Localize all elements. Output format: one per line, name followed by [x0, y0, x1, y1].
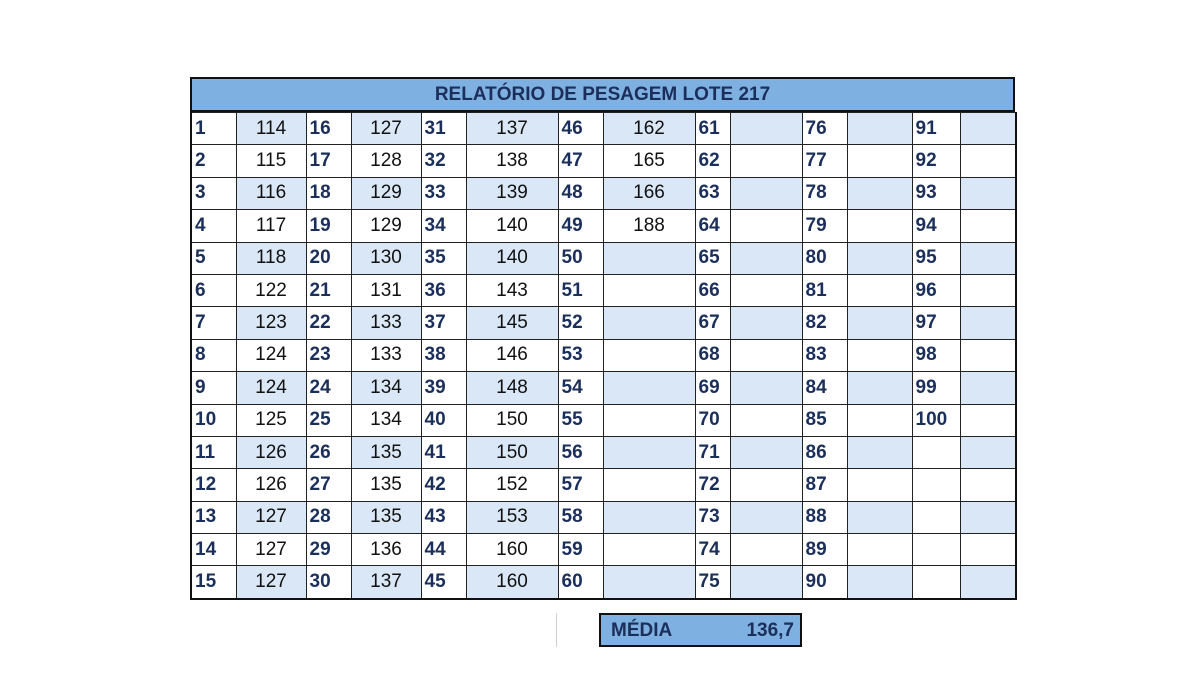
- weight-cell: 126: [236, 469, 306, 501]
- animal-number-cell: 61: [695, 113, 730, 145]
- weight-cell: 133: [351, 339, 421, 371]
- weight-cell: [960, 210, 1016, 242]
- animal-number-cell: 68: [695, 339, 730, 371]
- animal-number-cell: 32: [421, 145, 466, 177]
- animal-number-cell: 60: [558, 566, 603, 599]
- weight-cell: 131: [351, 274, 421, 306]
- table-row: [191, 501, 1016, 533]
- weight-cell: [730, 501, 802, 533]
- average-label: MÉDIA: [611, 620, 673, 641]
- weight-cell: 145: [466, 307, 558, 339]
- weight-cell: 140: [466, 242, 558, 274]
- weight-cell: [603, 469, 695, 501]
- animal-number-cell: 47: [558, 145, 603, 177]
- animal-number-cell: 51: [558, 274, 603, 306]
- weight-cell: [847, 501, 912, 533]
- average-box: [599, 613, 802, 647]
- animal-number-cell: 98: [912, 339, 960, 371]
- weight-cell: 188: [603, 210, 695, 242]
- weights-table: [190, 112, 1017, 600]
- animal-number-cell: 93: [912, 177, 960, 209]
- weight-cell: 127: [236, 501, 306, 533]
- animal-number-cell: 8: [191, 339, 236, 371]
- weight-cell: 135: [351, 469, 421, 501]
- weight-cell: 133: [351, 307, 421, 339]
- weight-cell: 137: [466, 113, 558, 145]
- animal-number-cell: 59: [558, 534, 603, 566]
- animal-number-cell: 33: [421, 177, 466, 209]
- weight-cell: [603, 242, 695, 274]
- weight-cell: 122: [236, 274, 306, 306]
- animal-number-cell: 82: [802, 307, 847, 339]
- animal-number-cell: 92: [912, 145, 960, 177]
- weight-cell: 139: [466, 177, 558, 209]
- weight-cell: 126: [236, 436, 306, 468]
- average-value: 136,7: [746, 620, 794, 641]
- animal-number-cell: 6: [191, 274, 236, 306]
- weight-cell: 134: [351, 372, 421, 404]
- animal-number-cell: 72: [695, 469, 730, 501]
- animal-number-cell: 96: [912, 274, 960, 306]
- weight-cell: [730, 339, 802, 371]
- weight-cell: [960, 113, 1016, 145]
- animal-number-cell: 13: [191, 501, 236, 533]
- weight-cell: 162: [603, 113, 695, 145]
- weight-cell: [847, 177, 912, 209]
- weight-cell: 116: [236, 177, 306, 209]
- animal-number-cell: 70: [695, 404, 730, 436]
- table-row: [191, 436, 1016, 468]
- weight-cell: [847, 145, 912, 177]
- weight-cell: [960, 307, 1016, 339]
- animal-number-cell: 3: [191, 177, 236, 209]
- weight-cell: [960, 242, 1016, 274]
- weight-cell: [847, 404, 912, 436]
- table-row: [191, 339, 1016, 371]
- animal-number-cell: 74: [695, 534, 730, 566]
- animal-number-cell: 49: [558, 210, 603, 242]
- weight-cell: [730, 177, 802, 209]
- animal-number-cell: 27: [306, 469, 351, 501]
- animal-number-cell: 48: [558, 177, 603, 209]
- animal-number-cell: 85: [802, 404, 847, 436]
- weight-cell: [960, 372, 1016, 404]
- animal-number-cell: 24: [306, 372, 351, 404]
- animal-number-cell: 84: [802, 372, 847, 404]
- animal-number-cell: 77: [802, 145, 847, 177]
- table-row: [191, 404, 1016, 436]
- weight-cell: [847, 113, 912, 145]
- weight-cell: 124: [236, 372, 306, 404]
- weight-cell: 160: [466, 566, 558, 599]
- animal-number-cell: 44: [421, 534, 466, 566]
- animal-number-cell: 1: [191, 113, 236, 145]
- table-row: [191, 469, 1016, 501]
- animal-number-cell: 90: [802, 566, 847, 599]
- weight-cell: [960, 436, 1016, 468]
- animal-number-cell: 63: [695, 177, 730, 209]
- gridline: [556, 613, 557, 647]
- animal-number-cell: 11: [191, 436, 236, 468]
- animal-number-cell: 23: [306, 339, 351, 371]
- weight-cell: 137: [351, 566, 421, 599]
- weight-cell: [847, 372, 912, 404]
- animal-number-cell: 35: [421, 242, 466, 274]
- animal-number-cell: 78: [802, 177, 847, 209]
- animal-number-cell: 29: [306, 534, 351, 566]
- animal-number-cell: 97: [912, 307, 960, 339]
- animal-number-cell: 54: [558, 372, 603, 404]
- weight-cell: [730, 113, 802, 145]
- animal-number-cell: 10: [191, 404, 236, 436]
- weight-cell: [960, 404, 1016, 436]
- animal-number-cell: 12: [191, 469, 236, 501]
- animal-number-cell: 4: [191, 210, 236, 242]
- animal-number-cell: 37: [421, 307, 466, 339]
- animal-number-cell: 41: [421, 436, 466, 468]
- report-title: RELATÓRIO DE PESAGEM LOTE 217: [190, 77, 1015, 112]
- table-row: [191, 242, 1016, 274]
- animal-number-cell: 52: [558, 307, 603, 339]
- weight-cell: [603, 501, 695, 533]
- weight-cell: [847, 534, 912, 566]
- table-row: [191, 145, 1016, 177]
- animal-number-cell: 86: [802, 436, 847, 468]
- animal-number-cell: 95: [912, 242, 960, 274]
- weight-cell: [960, 145, 1016, 177]
- animal-number-cell: 36: [421, 274, 466, 306]
- weight-cell: [730, 436, 802, 468]
- weight-cell: 127: [351, 113, 421, 145]
- weight-cell: 140: [466, 210, 558, 242]
- weight-cell: 128: [351, 145, 421, 177]
- weights-table-body: [191, 113, 1016, 599]
- animal-number-cell: 64: [695, 210, 730, 242]
- weighing-report-sheet: [190, 77, 1015, 600]
- animal-number-cell: 53: [558, 339, 603, 371]
- weight-cell: 123: [236, 307, 306, 339]
- animal-number-cell: 43: [421, 501, 466, 533]
- weight-cell: [847, 242, 912, 274]
- table-row: [191, 177, 1016, 209]
- weight-cell: 114: [236, 113, 306, 145]
- animal-number-cell: 7: [191, 307, 236, 339]
- weight-cell: 127: [236, 534, 306, 566]
- weight-cell: 135: [351, 436, 421, 468]
- weight-cell: [960, 501, 1016, 533]
- animal-number-cell: 26: [306, 436, 351, 468]
- weight-cell: 124: [236, 339, 306, 371]
- weight-cell: [960, 566, 1016, 599]
- weight-cell: [730, 307, 802, 339]
- animal-number-cell: [912, 566, 960, 599]
- weight-cell: [960, 177, 1016, 209]
- animal-number-cell: 62: [695, 145, 730, 177]
- table-row: [191, 274, 1016, 306]
- animal-number-cell: 19: [306, 210, 351, 242]
- weight-cell: [847, 307, 912, 339]
- weight-cell: 143: [466, 274, 558, 306]
- table-row: [191, 566, 1016, 599]
- animal-number-cell: 94: [912, 210, 960, 242]
- weight-cell: [730, 274, 802, 306]
- animal-number-cell: 46: [558, 113, 603, 145]
- weight-cell: 129: [351, 177, 421, 209]
- weight-cell: 115: [236, 145, 306, 177]
- animal-number-cell: 17: [306, 145, 351, 177]
- weight-cell: [960, 469, 1016, 501]
- animal-number-cell: 58: [558, 501, 603, 533]
- animal-number-cell: 25: [306, 404, 351, 436]
- weight-cell: 165: [603, 145, 695, 177]
- animal-number-cell: 30: [306, 566, 351, 599]
- animal-number-cell: 99: [912, 372, 960, 404]
- weight-cell: 134: [351, 404, 421, 436]
- animal-number-cell: 55: [558, 404, 603, 436]
- animal-number-cell: 5: [191, 242, 236, 274]
- table-row: [191, 113, 1016, 145]
- animal-number-cell: 65: [695, 242, 730, 274]
- weight-cell: 148: [466, 372, 558, 404]
- animal-number-cell: 38: [421, 339, 466, 371]
- weight-cell: [960, 274, 1016, 306]
- weight-cell: 166: [603, 177, 695, 209]
- weight-cell: [847, 566, 912, 599]
- weight-cell: [730, 210, 802, 242]
- weight-cell: [847, 436, 912, 468]
- animal-number-cell: [912, 469, 960, 501]
- weight-cell: 138: [466, 145, 558, 177]
- animal-number-cell: 9: [191, 372, 236, 404]
- weight-cell: 150: [466, 404, 558, 436]
- animal-number-cell: [912, 501, 960, 533]
- animal-number-cell: 76: [802, 113, 847, 145]
- animal-number-cell: 71: [695, 436, 730, 468]
- weight-cell: [847, 339, 912, 371]
- weight-cell: [847, 210, 912, 242]
- animal-number-cell: [912, 436, 960, 468]
- weight-cell: 160: [466, 534, 558, 566]
- animal-number-cell: 42: [421, 469, 466, 501]
- weight-cell: [603, 534, 695, 566]
- animal-number-cell: 18: [306, 177, 351, 209]
- weight-cell: [603, 339, 695, 371]
- table-row: [191, 372, 1016, 404]
- weight-cell: 117: [236, 210, 306, 242]
- animal-number-cell: 22: [306, 307, 351, 339]
- animal-number-cell: 50: [558, 242, 603, 274]
- animal-number-cell: [912, 534, 960, 566]
- weight-cell: 135: [351, 501, 421, 533]
- animal-number-cell: 40: [421, 404, 466, 436]
- weight-cell: 118: [236, 242, 306, 274]
- animal-number-cell: 20: [306, 242, 351, 274]
- weight-cell: [603, 436, 695, 468]
- animal-number-cell: 81: [802, 274, 847, 306]
- weight-cell: [603, 566, 695, 599]
- animal-number-cell: 79: [802, 210, 847, 242]
- animal-number-cell: 80: [802, 242, 847, 274]
- animal-number-cell: 75: [695, 566, 730, 599]
- weight-cell: [847, 274, 912, 306]
- animal-number-cell: 2: [191, 145, 236, 177]
- weight-cell: 125: [236, 404, 306, 436]
- weight-cell: [603, 307, 695, 339]
- weight-cell: [960, 534, 1016, 566]
- weight-cell: 146: [466, 339, 558, 371]
- animal-number-cell: 91: [912, 113, 960, 145]
- animal-number-cell: 67: [695, 307, 730, 339]
- weight-cell: 127: [236, 566, 306, 599]
- animal-number-cell: 56: [558, 436, 603, 468]
- animal-number-cell: 34: [421, 210, 466, 242]
- animal-number-cell: 15: [191, 566, 236, 599]
- weight-cell: [730, 242, 802, 274]
- animal-number-cell: 100: [912, 404, 960, 436]
- weight-cell: [730, 145, 802, 177]
- weight-cell: [603, 404, 695, 436]
- weight-cell: [847, 469, 912, 501]
- weight-cell: [730, 404, 802, 436]
- weight-cell: 129: [351, 210, 421, 242]
- weight-cell: 136: [351, 534, 421, 566]
- table-row: [191, 534, 1016, 566]
- animal-number-cell: 45: [421, 566, 466, 599]
- weight-cell: [730, 534, 802, 566]
- animal-number-cell: 21: [306, 274, 351, 306]
- animal-number-cell: 39: [421, 372, 466, 404]
- weight-cell: 153: [466, 501, 558, 533]
- weight-cell: [603, 274, 695, 306]
- animal-number-cell: 14: [191, 534, 236, 566]
- animal-number-cell: 89: [802, 534, 847, 566]
- weight-cell: [730, 469, 802, 501]
- animal-number-cell: 69: [695, 372, 730, 404]
- animal-number-cell: 16: [306, 113, 351, 145]
- table-row: [191, 307, 1016, 339]
- weight-cell: 130: [351, 242, 421, 274]
- weight-cell: [730, 566, 802, 599]
- weight-cell: [603, 372, 695, 404]
- animal-number-cell: 73: [695, 501, 730, 533]
- weight-cell: [960, 339, 1016, 371]
- animal-number-cell: 83: [802, 339, 847, 371]
- animal-number-cell: 57: [558, 469, 603, 501]
- table-row: [191, 210, 1016, 242]
- animal-number-cell: 28: [306, 501, 351, 533]
- weight-cell: 152: [466, 469, 558, 501]
- animal-number-cell: 88: [802, 501, 847, 533]
- animal-number-cell: 87: [802, 469, 847, 501]
- weight-cell: 150: [466, 436, 558, 468]
- animal-number-cell: 31: [421, 113, 466, 145]
- weight-cell: [730, 372, 802, 404]
- animal-number-cell: 66: [695, 274, 730, 306]
